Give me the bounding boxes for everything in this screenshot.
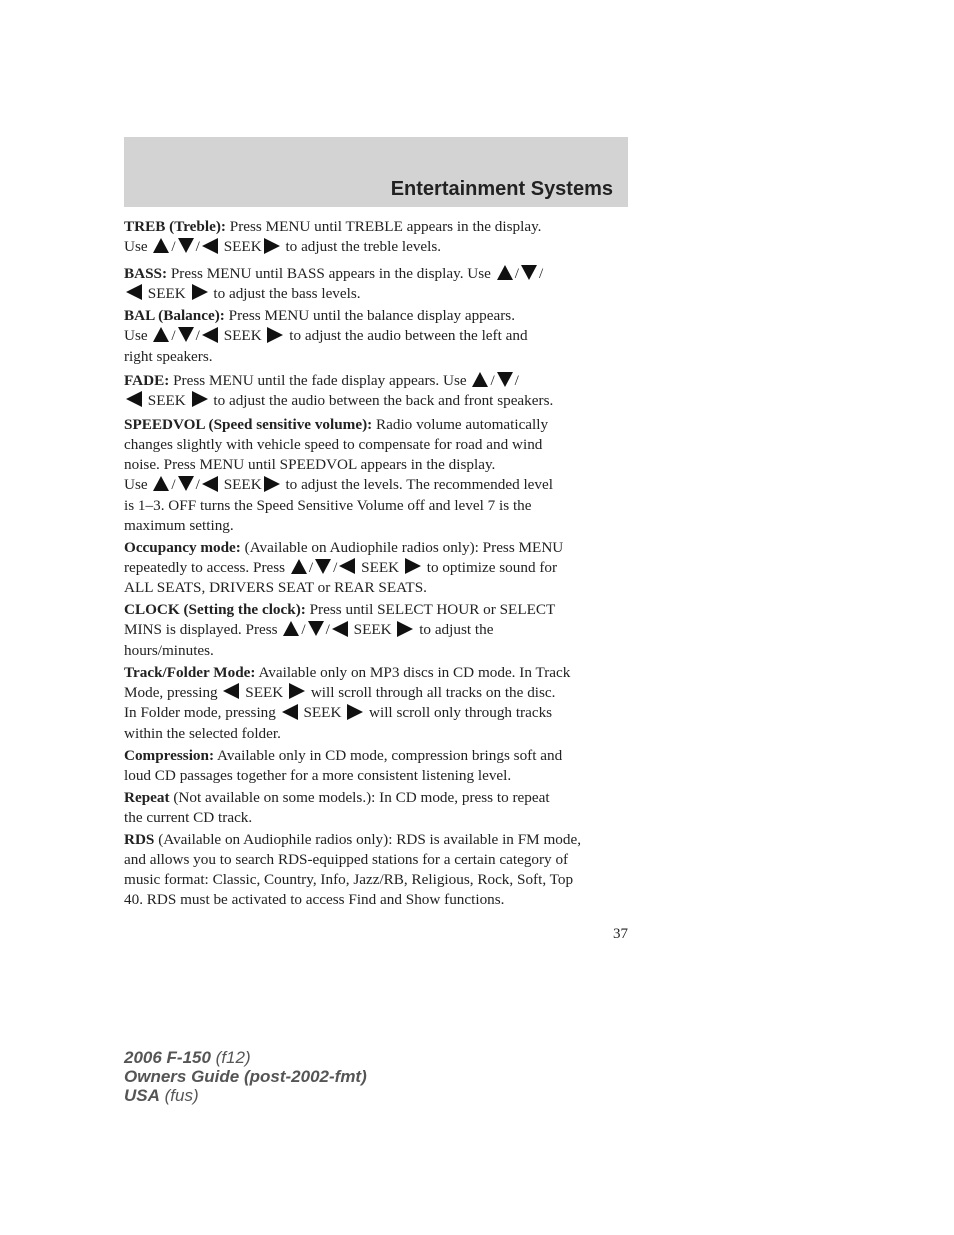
text-run: and allows you to search RDS-equipped stations for a certain category of bbox=[124, 850, 569, 868]
text-run: changes slightly with vehicle speed to compensate for road and wind bbox=[124, 436, 543, 454]
text-run: Radio volume automatically bbox=[376, 416, 549, 434]
text-run: / bbox=[301, 621, 306, 639]
paragraph-label: BAL (Balance): bbox=[124, 307, 225, 325]
paragraph-label: BASS: bbox=[124, 264, 168, 282]
paragraph bbox=[124, 790, 628, 826]
text-run: / bbox=[538, 264, 544, 282]
paragraph bbox=[124, 373, 628, 410]
text-run: / bbox=[308, 558, 314, 576]
paragraph bbox=[124, 540, 628, 597]
text-run: In Folder mode, pressing bbox=[124, 704, 280, 722]
document-footer bbox=[124, 1048, 367, 1105]
text-line bbox=[124, 665, 628, 681]
up-arrow-icon bbox=[153, 327, 169, 342]
up-arrow-icon bbox=[472, 372, 488, 387]
paragraph bbox=[124, 665, 628, 742]
text-run: Available only on MP3 discs in CD mode. In Track bbox=[258, 663, 571, 681]
right-arrow-icon bbox=[397, 621, 413, 637]
text-line bbox=[124, 892, 628, 908]
footer-model-code: (f12) bbox=[210, 1048, 251, 1067]
text-run: is 1–3. OFF turns the Speed Sensitive Volume off and level 7 is the bbox=[124, 496, 532, 514]
text-run: SEEK bbox=[219, 238, 262, 255]
text-run: Press MENU until the fade display appears. Use bbox=[173, 371, 471, 389]
text-run: Press until SELECT HOUR or SELECT bbox=[309, 601, 556, 619]
up-arrow-icon bbox=[291, 559, 307, 574]
left-arrow-icon bbox=[126, 284, 142, 300]
text-run: / bbox=[171, 238, 176, 255]
text-line bbox=[124, 872, 628, 888]
text-line bbox=[124, 643, 628, 659]
text-line bbox=[124, 498, 628, 514]
text-line bbox=[124, 560, 628, 577]
up-arrow-icon bbox=[153, 238, 169, 253]
section-title: Entertainment Systems bbox=[390, 178, 613, 200]
text-run: / bbox=[490, 371, 495, 389]
text-line bbox=[124, 726, 628, 742]
right-arrow-icon bbox=[192, 284, 208, 300]
text-run: to adjust the bass levels. bbox=[209, 284, 361, 302]
text-run: to adjust the audio between the back and front speakers. bbox=[209, 391, 554, 409]
text-run: Available only in CD mode, compression brings soft and bbox=[216, 746, 563, 764]
down-arrow-icon bbox=[178, 238, 194, 253]
text-line bbox=[124, 286, 628, 303]
text-run: to adjust the levels. The recommended level bbox=[281, 476, 553, 494]
text-line bbox=[124, 328, 628, 345]
paragraph-label: SPEEDVOL (Speed sensitive volume): bbox=[124, 416, 373, 434]
up-arrow-icon bbox=[283, 621, 299, 636]
text-line bbox=[124, 602, 628, 618]
text-run: ALL SEATS, DRIVERS SEAT or REAR SEATS. bbox=[124, 579, 427, 597]
paragraph bbox=[124, 308, 628, 365]
text-run: / bbox=[514, 371, 519, 389]
text-line bbox=[124, 768, 628, 784]
text-run: within the selected folder. bbox=[124, 724, 281, 742]
text-line bbox=[124, 349, 628, 365]
text-line bbox=[124, 477, 628, 494]
text-run: (Available on Audiophile radios only): RDS is available in FM mode, bbox=[158, 830, 581, 848]
up-arrow-icon bbox=[497, 265, 513, 280]
text-line bbox=[124, 373, 628, 389]
text-run: to optimize sound for bbox=[422, 558, 558, 576]
text-run: Use bbox=[124, 238, 152, 255]
text-run: (Not available on some models.): In CD mode, press to repeat bbox=[173, 788, 550, 806]
text-run: MINS is displayed. Press bbox=[124, 621, 282, 639]
text-line bbox=[124, 580, 628, 596]
text-run: maximum setting. bbox=[124, 516, 234, 534]
text-run: SEEK bbox=[219, 327, 266, 345]
text-line bbox=[124, 266, 628, 282]
text-run: (Available on Audiophile radios only): Press MENU bbox=[244, 538, 564, 556]
text-run: will scroll through all tracks on the disc. bbox=[307, 683, 556, 701]
text-run: to adjust the audio between the left and bbox=[285, 327, 528, 345]
text-run: Press MENU until BASS appears in the display. Use bbox=[170, 264, 495, 282]
text-line bbox=[124, 417, 628, 433]
text-run: / bbox=[325, 621, 330, 639]
text-run: SEEK bbox=[144, 284, 190, 302]
text-run: Use bbox=[124, 327, 152, 345]
text-run: SEEK bbox=[349, 621, 396, 639]
text-run: SEEK bbox=[219, 476, 262, 494]
manual-content bbox=[124, 219, 628, 914]
left-arrow-icon bbox=[332, 621, 348, 637]
text-run: SEEK bbox=[357, 558, 403, 576]
text-run: SEEK bbox=[144, 391, 190, 409]
up-arrow-icon bbox=[153, 476, 169, 491]
left-arrow-icon bbox=[339, 558, 355, 574]
footer-guide: Owners Guide (post-2002-fmt) bbox=[124, 1067, 367, 1086]
down-arrow-icon bbox=[308, 621, 324, 636]
left-arrow-icon bbox=[202, 327, 218, 343]
text-run: right speakers. bbox=[124, 347, 213, 365]
right-arrow-icon bbox=[264, 238, 280, 254]
paragraph-label: Occupancy mode: bbox=[124, 538, 241, 556]
text-run: Press MENU until TREBLE appears in the display. bbox=[229, 218, 542, 235]
footer-region-code: (fus) bbox=[159, 1086, 199, 1105]
text-run: Press MENU until the balance display appears. bbox=[228, 307, 516, 325]
text-run: to adjust the bbox=[415, 621, 494, 639]
text-run: music format: Classic, Country, Info, Jazz/RB, Religious, Rock, Soft, Top bbox=[124, 870, 574, 888]
left-arrow-icon bbox=[126, 391, 142, 407]
text-run: noise. Press MENU until SPEEDVOL appears in the display. bbox=[124, 456, 496, 474]
text-run: 40. RDS must be activated to access Find and Show functions. bbox=[124, 890, 505, 908]
text-line bbox=[124, 308, 628, 324]
text-line bbox=[124, 437, 628, 453]
text-line bbox=[124, 219, 628, 235]
right-arrow-icon bbox=[264, 476, 280, 492]
text-run: to adjust the treble levels. bbox=[281, 238, 442, 255]
text-line bbox=[124, 622, 628, 639]
text-run: / bbox=[171, 327, 176, 345]
paragraph-label: FADE: bbox=[124, 371, 170, 389]
text-line bbox=[124, 685, 628, 702]
paragraph-label: Track/Folder Mode: bbox=[124, 663, 256, 681]
text-run: the current CD track. bbox=[124, 808, 253, 826]
paragraph bbox=[124, 832, 628, 908]
right-arrow-icon bbox=[347, 704, 363, 720]
text-run: SEEK bbox=[299, 704, 346, 722]
down-arrow-icon bbox=[178, 327, 194, 342]
text-line bbox=[124, 705, 628, 722]
section-header-bar bbox=[124, 137, 628, 207]
down-arrow-icon bbox=[178, 476, 194, 491]
text-line bbox=[124, 518, 628, 534]
left-arrow-icon bbox=[282, 704, 298, 720]
text-line bbox=[124, 239, 628, 256]
paragraph bbox=[124, 417, 628, 534]
text-line bbox=[124, 748, 628, 764]
text-run: / bbox=[514, 264, 519, 282]
text-line bbox=[124, 810, 628, 826]
left-arrow-icon bbox=[202, 238, 218, 254]
paragraph-label: Compression: bbox=[124, 746, 215, 764]
text-run: repeatedly to access. Press bbox=[124, 558, 289, 576]
text-run: / bbox=[195, 476, 200, 494]
text-run: / bbox=[171, 476, 176, 494]
right-arrow-icon bbox=[267, 327, 283, 343]
paragraph-label: TREB (Treble): bbox=[124, 218, 226, 235]
left-arrow-icon bbox=[202, 476, 218, 492]
paragraph bbox=[124, 266, 628, 303]
right-arrow-icon bbox=[192, 391, 208, 407]
footer-region: USA bbox=[124, 1086, 160, 1105]
text-run: hours/minutes. bbox=[124, 641, 214, 659]
paragraph bbox=[124, 219, 628, 256]
text-line bbox=[124, 852, 628, 868]
text-run: SEEK bbox=[241, 683, 288, 701]
text-run: / bbox=[195, 238, 200, 255]
text-line bbox=[124, 790, 628, 806]
text-run: will scroll only through tracks bbox=[365, 704, 553, 722]
text-line bbox=[124, 393, 628, 410]
text-line bbox=[124, 832, 628, 848]
right-arrow-icon bbox=[405, 558, 421, 574]
text-run: loud CD passages together for a more consistent listening level. bbox=[124, 766, 512, 784]
text-line bbox=[124, 540, 628, 556]
left-arrow-icon bbox=[223, 683, 239, 699]
paragraph bbox=[124, 748, 628, 784]
text-run: Use bbox=[124, 476, 152, 494]
paragraph-label: RDS bbox=[124, 830, 155, 848]
down-arrow-icon bbox=[315, 559, 331, 574]
paragraph-label: CLOCK (Setting the clock): bbox=[124, 601, 306, 619]
page-number: 37 bbox=[613, 926, 628, 942]
right-arrow-icon bbox=[289, 683, 305, 699]
footer-model: 2006 F-150 bbox=[124, 1048, 211, 1067]
text-run: Mode, pressing bbox=[124, 683, 222, 701]
text-line bbox=[124, 457, 628, 473]
paragraph bbox=[124, 602, 628, 659]
text-run: / bbox=[333, 558, 338, 576]
text-run: / bbox=[195, 327, 200, 345]
paragraph-label: Repeat bbox=[124, 788, 170, 806]
down-arrow-icon bbox=[521, 265, 537, 280]
down-arrow-icon bbox=[497, 372, 513, 387]
